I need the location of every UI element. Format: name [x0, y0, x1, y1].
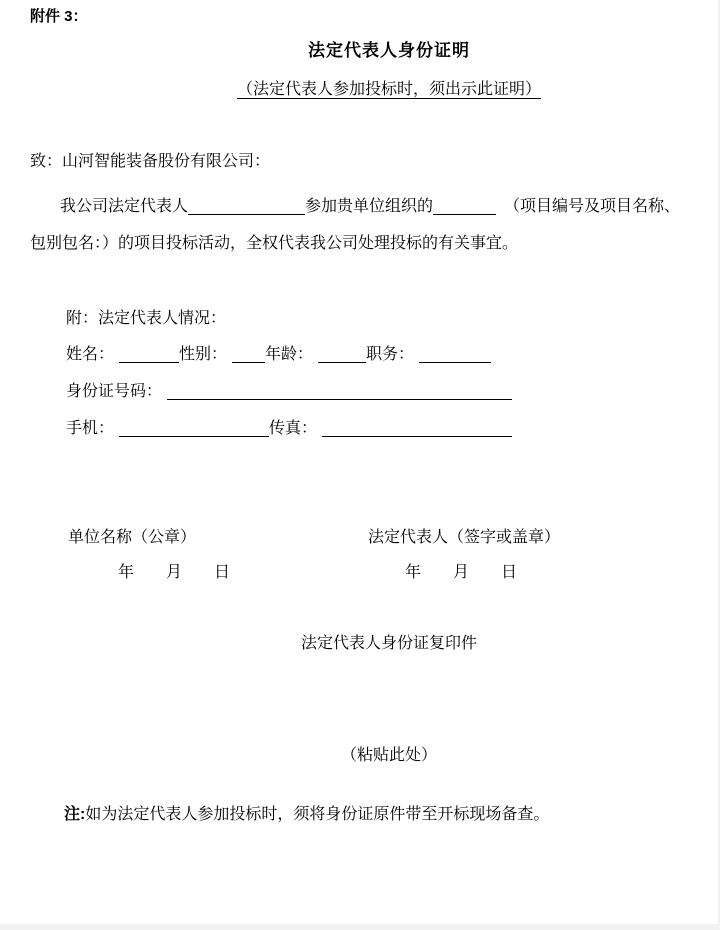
fax-blank	[322, 421, 512, 437]
age-field-label: 年龄：	[265, 346, 314, 363]
name-field-label: 姓名：	[66, 346, 115, 363]
age-blank	[318, 347, 366, 363]
note-line	[64, 805, 549, 825]
paragraph-lead: 我公司法定代表人	[60, 198, 189, 215]
id-number-blank	[167, 384, 512, 400]
delegation-paragraph-line1	[60, 197, 680, 217]
id-copy-heading: 法定代表人身份证复印件	[300, 635, 477, 652]
paste-here-hint: （粘贴此处）	[340, 747, 437, 764]
addressee-line: 致：山河智能装备股份有限公司：	[30, 153, 271, 170]
note-text: 如为法定代表人参加投标时，须将身份证原件带至开标现场备查。	[85, 806, 550, 823]
document-subtitle	[60, 80, 718, 100]
company-seal-label: 单位名称（公章）	[68, 529, 197, 546]
company-date-line: 年 月 日	[118, 564, 231, 581]
name-blank	[119, 347, 179, 363]
legal-rep-name-blank	[188, 199, 305, 215]
attachment-label: 附件 3：	[30, 8, 88, 25]
duty-field-label: 职务：	[366, 346, 415, 363]
project-name-blank	[433, 199, 496, 215]
document-subtitle-text: （法定代表人参加投标时，须出示此证明）	[236, 81, 541, 98]
paragraph-mid: 参加贵单位组织的	[305, 198, 434, 215]
document-title: 法定代表人身份证明	[308, 41, 470, 60]
rep-signature-label: 法定代表人（签字或盖章）	[368, 529, 561, 546]
gender-blank	[232, 347, 265, 363]
mobile-blank	[119, 421, 269, 437]
duty-blank	[419, 347, 491, 363]
rep-date-line: 年 月 日	[405, 564, 518, 581]
delegation-paragraph-line2: 包别包名：）的项目投标活动，全权代表我公司处理投标的有关事宜。	[30, 235, 519, 252]
paragraph-tail: （项目编号及项目名称、	[504, 198, 681, 215]
mobile-field-label: 手机：	[66, 420, 115, 437]
rep-info-heading: 附：法定代表人情况：	[66, 310, 227, 327]
gender-field-label: 性别：	[179, 346, 228, 363]
id-number-field-label: 身份证号码：	[66, 383, 163, 400]
note-label: 注:	[64, 806, 86, 823]
fax-field-label: 传真：	[269, 420, 318, 437]
rep-info-row-1	[66, 345, 491, 365]
rep-info-row-2	[66, 382, 512, 402]
rep-info-row-3	[66, 419, 512, 439]
